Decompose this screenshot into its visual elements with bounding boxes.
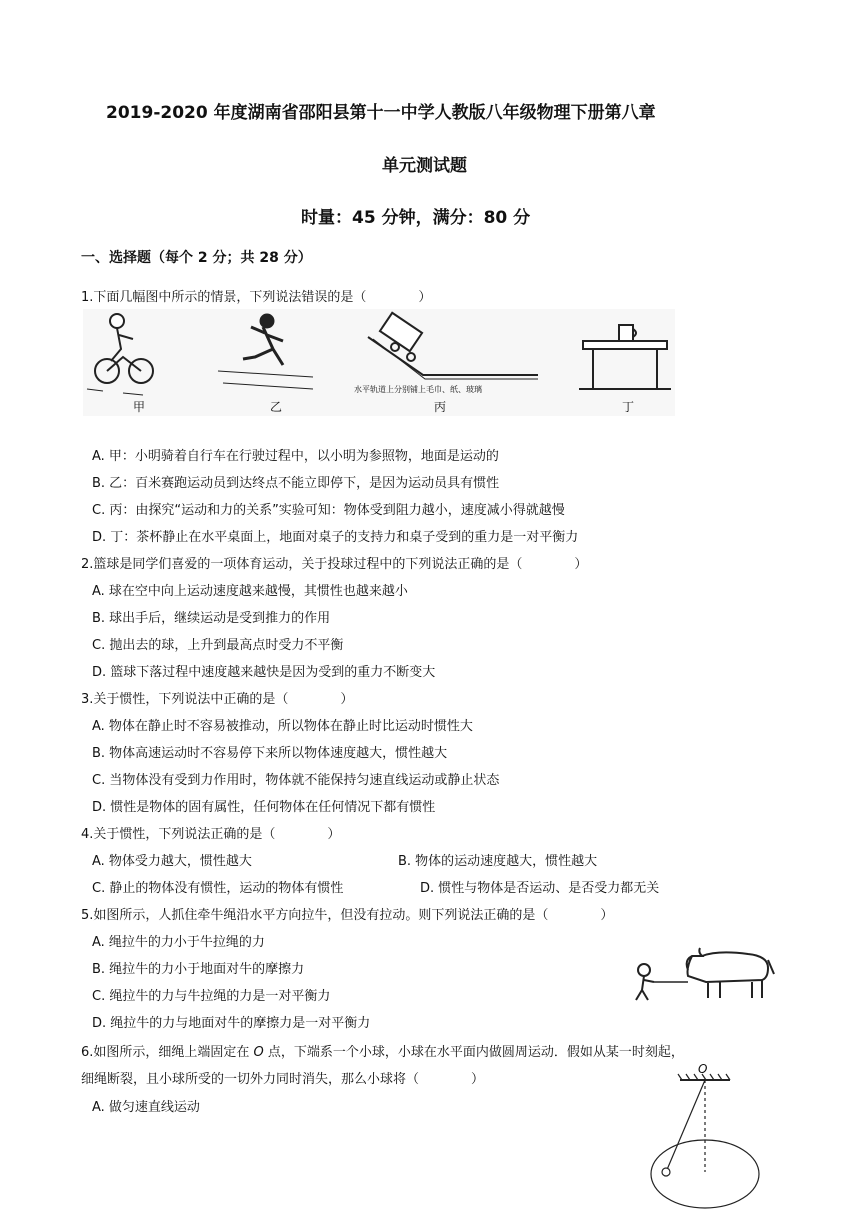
question-2-option-c: C. 抛出去的球，上升到最高点时受力不平衡 — [92, 638, 344, 653]
question-6-stem-line1 — [81, 1041, 684, 1060]
question-6-stem-part-b: 点，下端系一个小球，小球在水平面内做圆周运动．假如从某一时刻起， — [263, 1045, 684, 1060]
question-4-option-c: C. 静止的物体没有惯性，运动的物体有惯性 — [92, 881, 344, 896]
question-6-option-a: A. 做匀速直线运动 — [92, 1100, 200, 1115]
question-5-option-d: D. 绳拉牛的力与地面对牛的摩擦力是一对平衡力 — [92, 1016, 371, 1031]
section-heading: 一、选择题（每个 2 分；共 28 分） — [81, 250, 312, 266]
caption-yi: 乙 — [270, 400, 283, 414]
conical-pendulum-illustration — [640, 1064, 780, 1214]
caption-jia: 甲 — [133, 400, 146, 414]
figure-bing-ramp — [368, 313, 538, 379]
question-3-option-d: D. 惯性是物体的固有属性，任何物体在任何情况下都有惯性 — [92, 800, 436, 815]
caption-ding: 丁 — [622, 400, 635, 414]
figure-yi-runner — [218, 315, 313, 389]
person-pulling-cow-illustration — [628, 938, 778, 1006]
question-4-stem: 4.关于惯性，下列说法正确的是（ ） — [81, 827, 341, 842]
caption-bing: 丙 — [434, 400, 447, 414]
question-4-option-a: A. 物体受力越大，惯性越大 — [92, 854, 252, 869]
doc-title: 2019-2020 年度湖南省邵阳县第十一中学人教版八年级物理下册第八章 — [106, 103, 656, 123]
figure-jia-cyclist — [87, 314, 153, 395]
question-3-stem: 3.关于惯性，下列说法中正确的是（ ） — [81, 692, 354, 707]
question-5-option-b: B. 绳拉牛的力小于地面对牛的摩擦力 — [92, 962, 305, 977]
question-1-stem: 1.下面几幅图中所示的情景，下列说法错误的是（ ） — [81, 290, 432, 305]
question-2-stem: 2.篮球是同学们喜爱的一项体育运动，关于投球过程中的下列说法正确的是（ ） — [81, 557, 588, 572]
question-2-option-d: D. 篮球下落过程中速度越来越快是因为受到的重力不断变大 — [92, 665, 436, 680]
figure-ding-table — [579, 325, 671, 389]
question-1-figure — [83, 309, 675, 416]
question-1-option-d: D. 丁：茶杯静止在水平桌面上，地面对桌子的支持力和桌子受到的重力是一对平衡力 — [92, 530, 579, 545]
question-5-figure — [628, 938, 778, 1006]
question-2-option-b: B. 球出手后，继续运动是受到推力的作用 — [92, 611, 331, 626]
question-6-figure — [640, 1064, 780, 1214]
question-1-option-b: B. 乙：百米赛跑运动员到达终点不能立即停下，是因为运动员具有惯性 — [92, 476, 500, 491]
question-3-option-c: C. 当物体没有受到力作用时，物体就不能保持匀速直线运动或静止状态 — [92, 773, 500, 788]
question-2-option-a: A. 球在空中向上运动速度越来越慢，其惯性也越来越小 — [92, 584, 408, 599]
question-5-option-c: C. 绳拉牛的力与牛拉绳的力是一对平衡力 — [92, 989, 331, 1004]
question-6-stem-part-a: 6.如图所示，细绳上端固定在 — [81, 1045, 254, 1060]
question-5-option-a: A. 绳拉牛的力小于牛拉绳的力 — [92, 935, 265, 950]
point-o-label: O — [698, 1062, 708, 1076]
question-6-stem-line2: 细绳断裂，且小球所受的一切外力同时消失，那么小球将（ ） — [81, 1072, 485, 1087]
question-4-option-d: D. 惯性与物体是否运动、是否受力都无关 — [420, 881, 660, 896]
question-4-option-b: B. 物体的运动速度越大，惯性越大 — [398, 854, 598, 869]
question-1-option-a: A. 甲：小明骑着自行车在行驶过程中，以小明为参照物，地面是运动的 — [92, 449, 499, 464]
question-3-option-a: A. 物体在静止时不容易被推动，所以物体在静止时比运动时惯性大 — [92, 719, 473, 734]
question-1-option-c: C. 丙：由探究“运动和力的关系”实验可知：物体受到阻力越小，速度减小得就越慢 — [92, 503, 565, 518]
ramp-caption: 水平轨道上分别铺上毛巾、纸、玻璃 — [354, 385, 482, 394]
question-6-stem-point-o: O — [253, 1045, 264, 1060]
question-3-option-b: B. 物体高速运动时不容易停下来所以物体速度越大，惯性越大 — [92, 746, 448, 761]
exam-info: 时量：45 分钟，满分：80 分 — [301, 208, 531, 228]
question-1-figure-svg — [83, 309, 675, 416]
doc-title-line2: 单元测试题 — [382, 156, 467, 176]
question-5-stem: 5.如图所示，人抓住牵牛绳沿水平方向拉牛，但没有拉动。则下列说法正确的是（ ） — [81, 908, 614, 923]
